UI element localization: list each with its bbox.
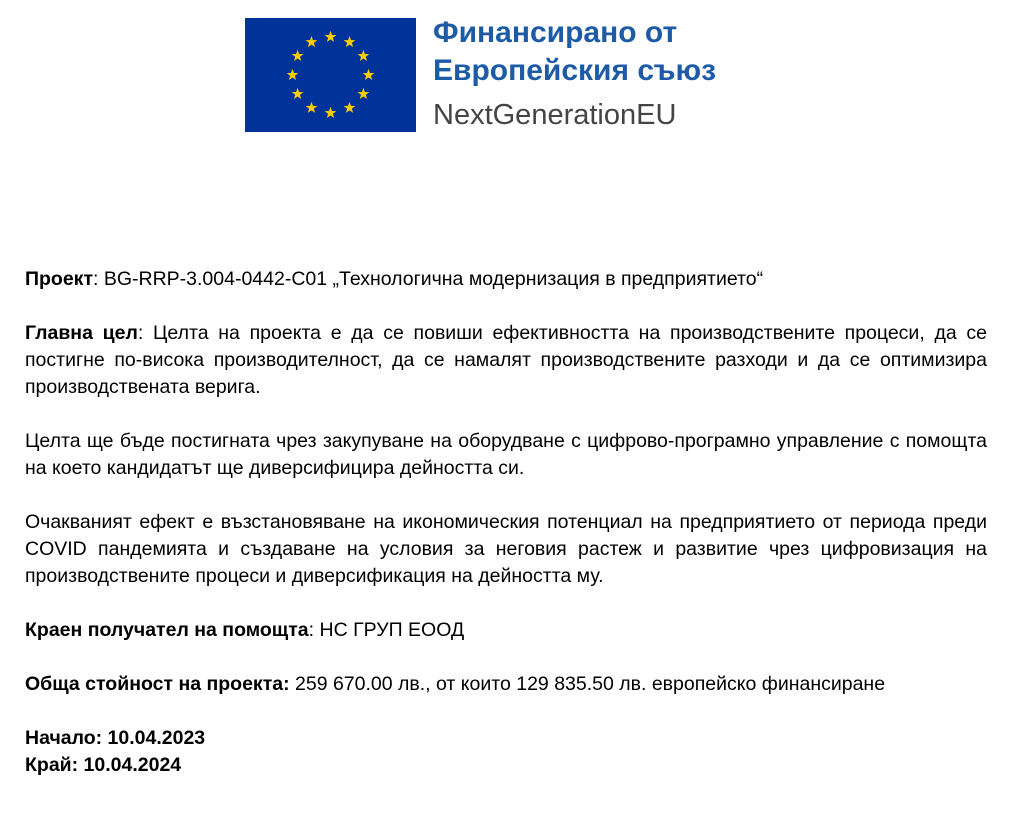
beneficiary-label: Краен получател на помощта [25, 619, 309, 641]
approach-paragraph: Целта ще бъде постигната чрез закупуване на оборудване с цифрово-програмно управление с помощта на което кандидатът ще диверсифицира дейността си. [25, 430, 987, 479]
project-label: Проект [25, 268, 93, 290]
eu-funding-text [433, 14, 813, 134]
total-value-label: Обща стойност на проекта: [25, 673, 290, 695]
funded-by-line2: Европейския съюз [433, 54, 717, 87]
eu-flag-graphic [245, 18, 416, 132]
total-value-value: 259 670.00 лв., от които 129 835.50 лв. европейско финансиране [289, 673, 886, 695]
end-date: Край: 10.04.2024 [25, 754, 182, 776]
project-description [25, 266, 987, 779]
main-goal-label: Главна цел [25, 322, 138, 344]
main-goal-paragraph [25, 320, 987, 401]
next-generation-eu: NextGenerationEU [433, 99, 677, 131]
total-value-line [25, 671, 987, 698]
main-goal-value: : Целта на проекта е да се повиши ефективността на производствените процеси, да се постигне по-висока производителност, да се намалят производствените разходи и да се оптимизира производствената верига. [25, 322, 987, 398]
project-value: : BG-RRP-3.004-0442-C01 „Технологична модернизация в предприятието“ [93, 268, 764, 290]
eu-funding-header [245, 18, 805, 138]
project-line [25, 266, 987, 293]
beneficiary-line [25, 617, 987, 644]
funded-by-line1: Финансирано от [433, 16, 678, 49]
beneficiary-value: : НС ГРУП ЕООД [308, 619, 465, 641]
eu-flag-icon [245, 18, 416, 132]
start-date: Начало: 10.04.2023 [25, 727, 206, 749]
expected-effect-paragraph: Очакваният ефект е възстановяване на икономическия потенциал на предприятието от периода преди COVID пандемията и създаване на условия за неговия растеж и развитие чрез цифровизация на производствените процеси и диверсификация на дейността му. [25, 511, 987, 587]
dates-block [25, 725, 987, 779]
